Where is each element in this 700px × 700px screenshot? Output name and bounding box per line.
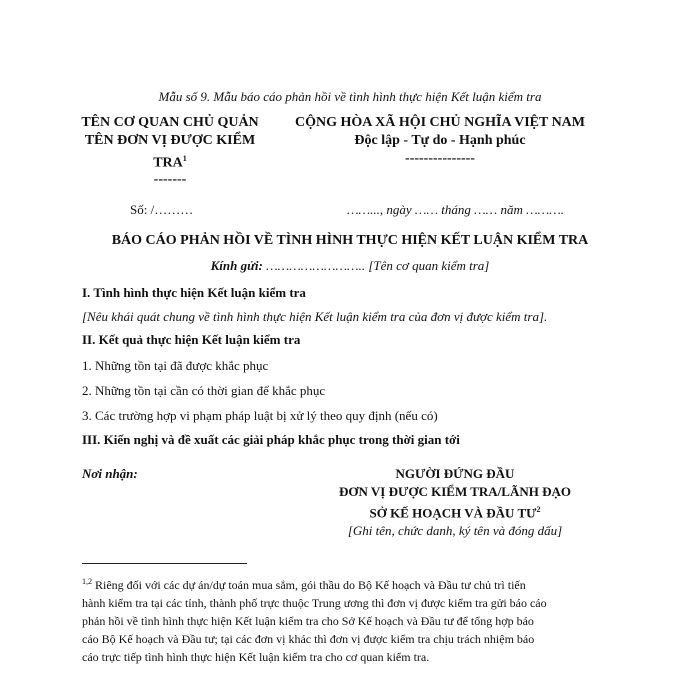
document-date: ……..., ngày …… tháng …… năm ………. — [347, 202, 565, 217]
issuing-agency-block — [70, 114, 270, 187]
footnote — [82, 573, 642, 666]
footnote-line: hành kiểm tra tại các tỉnh, thành phố trực thuộc Trung ương thì đơn vị được kiểm tra gửi báo cáo — [82, 596, 547, 610]
left-header-dashes: ------- — [153, 171, 187, 187]
section-3-heading: III. Kiến nghị và đề xuất các giải pháp khắc phục trong thời gian tới — [82, 432, 460, 447]
document-number: Số: /……… — [130, 202, 194, 217]
unit-name-line1: TÊN ĐƠN VỊ ĐƯỢC KIỂM — [84, 133, 256, 148]
form-caption: Mẫu số 9. Mẫu báo cáo phản hồi về tình hình thực hiện Kết luận kiểm tra — [158, 89, 542, 104]
agency-name: TÊN CƠ QUAN CHỦ QUẢN — [81, 115, 259, 130]
section-2-heading: II. Kết quả thực hiện Kết luận kiểm tra — [82, 332, 301, 347]
footnote-divider — [82, 563, 247, 564]
report-title: BÁO CÁO PHẢN HỒI VỀ TÌNH HÌNH THỰC HIỆN KẾT LUẬN KIỂM TRA — [111, 233, 589, 248]
recipient-label: Kính gửi: — [210, 258, 263, 273]
signature-title-line2: ĐƠN VỊ ĐƯỢC KIỂM TRA/LÃNH ĐẠO — [339, 484, 571, 499]
list-item: 1. Những tồn tại đã được khắc phục — [82, 358, 269, 373]
list-item: 2. Những tồn tại cần có thời gian để khắc phục — [82, 383, 326, 398]
signature-title-line1: NGƯỜI ĐỨNG ĐẦU — [395, 466, 515, 481]
section-1-heading: I. Tình hình thực hiện Kết luận kiểm tra — [82, 285, 306, 300]
national-header-block — [270, 114, 610, 168]
signature-block — [300, 465, 610, 540]
national-title: CỘNG HÒA XÃ HỘI CHỦ NGHĨA VIỆT NAM — [294, 115, 585, 130]
footnote-line: cáo trực tiếp tình hình thực hiện Kết luận kiểm tra cho cơ quan kiểm tra. — [82, 650, 430, 664]
footnote-line: $^{1,2}$ Riêng đối với các dự án/dự toán mua sắm, gói thầu do Bộ Kế hoạch và Đầu tư chủ trì tiến — [82, 577, 526, 592]
national-motto: Độc lập - Tự do - Hạnh phúc — [354, 133, 526, 148]
footnote-ref-1: 1 — [182, 154, 187, 163]
footnote-ref-2: 2 — [536, 505, 541, 514]
signature-note: [Ghi tên, chức danh, ký tên và đóng dấu] — [347, 523, 563, 539]
right-header-dashes: --------------- — [405, 151, 475, 166]
footnote-marker: 1,2 — [82, 577, 92, 586]
recipient-line — [0, 258, 700, 274]
recipient-value: …………………….. [Tên cơ quan kiểm tra] — [262, 258, 490, 273]
signature-title-line3: SỞ KẾ HOẠCH VÀ ĐẦU $TƯ^2$ — [369, 505, 541, 521]
unit-name-line2: TRA$^1$ — [153, 154, 187, 171]
recipients-label: Nơi nhận: — [82, 466, 138, 481]
list-item: 3. Các trường hợp vi phạm pháp luật bị xử lý theo quy định (nếu có) — [82, 408, 438, 423]
footnote-line: cáo Bộ Kế hoạch và Đầu tư; tại các đơn vị khác thì đơn vị được kiểm tra chịu trách nhiệm báo — [82, 632, 535, 646]
footnote-line: phản hồi về tình hình thực hiện Kết luận kiểm tra cho Sở Kế hoạch và Đầu tư để tổng hợp báo — [82, 614, 534, 628]
section-1-note: [Nêu khái quát chung về tình hình thực hiện Kết luận kiểm tra của đơn vị được kiểm tra]. — [82, 309, 548, 324]
